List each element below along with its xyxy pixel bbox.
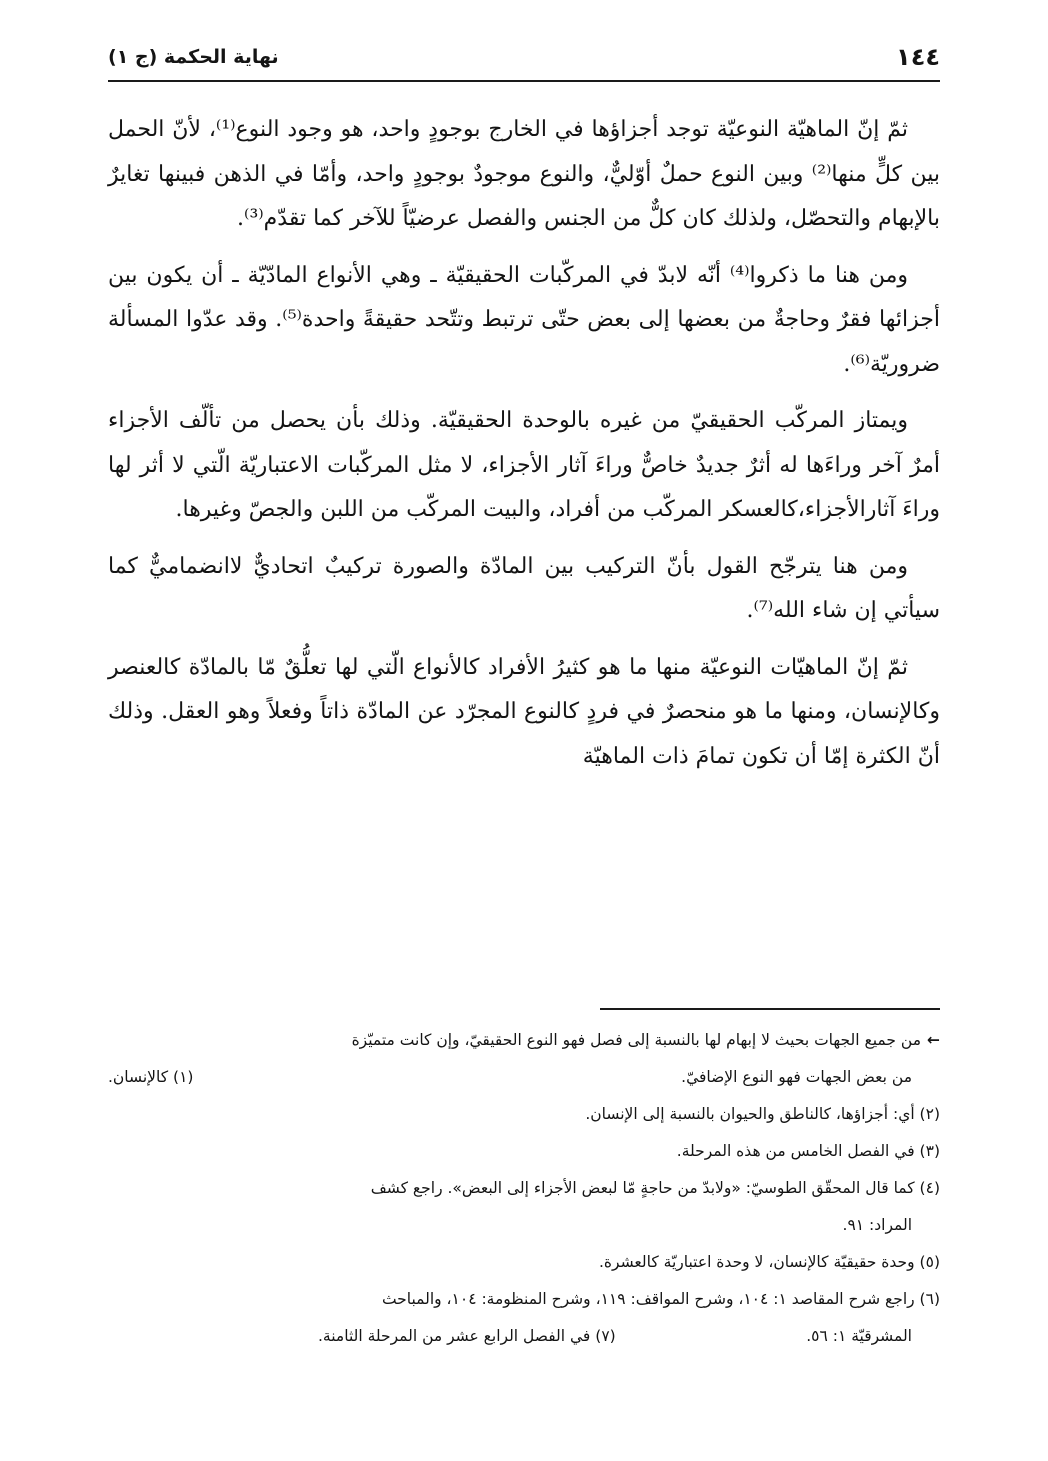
footnote-6-continuation: المشرقيّة ١: ٥٦.	[806, 1327, 912, 1345]
footnote-7: (٧) في الفصل الرابع عشر من المرحلة الثامنة.	[318, 1327, 616, 1345]
footnote-1: (١) كالإنسان.	[108, 1068, 194, 1086]
footnote-continuation	[108, 1022, 940, 1059]
paragraph-3: ويمتاز المركّب الحقيقيّ من غيره بالوحدة الحقيقيّة. وذلك بأن يحصل من تألّف الأجزاء أمرٌ آخر وراءَها له أثرٌ جديدٌ خاصٌّ وراءَ آثار الأجزاء، لا مثل المركّبات الاعتباريّة الّتي لا أثر لها وراءَ آثارالأجزاء،كالعسكر المركّب من أفراد، والبيت المركّب من اللبن والجصّ وغيرها.	[108, 408, 940, 522]
footnote-row	[108, 1059, 940, 1096]
paragraph-4: ومن هنا يترجّح القول بأنّ التركيب بين المادّة والصورة تركيبٌ اتحاديٌّ لاانضماميٌّ كما سيأتي إن شاء الله⁽⁷⁾.	[108, 553, 940, 623]
page-number: ١٤٤	[896, 43, 940, 71]
footnote-3: (٣) في الفصل الخامس من هذه المرحلة.	[676, 1142, 940, 1160]
continuation-arrow-icon: ←	[927, 1031, 940, 1049]
footnote-continuation-end: من بعض الجهات فهو النوع الإضافيّ.	[681, 1068, 912, 1086]
footnote-4: (٤) كما قال المحقّق الطوسيّ: «ولابدّ من حاجةٍ مّا لبعض الأجزاء إلى البعض». راجع كشف	[370, 1179, 940, 1197]
footnote-row	[108, 1318, 940, 1355]
running-title: نهاية الحكمة (ج ١)	[108, 46, 279, 68]
paragraph-1: ثمّ إنّ الماهيّة النوعيّة توجد أجزاؤها في الخارج بوجودٍ واحد، هو وجود النوع⁽¹⁾، لأنّ الحمل بين كلٍّ منها⁽²⁾ وبين النوع حملٌ أوّليٌّ، والنوع موجودٌ بوجودٍ واحد، وأمّا في الذهن فبينها تغايرٌ بالإبهام والتحصّل، ولذلك كان كلٌّ من الجنس والفصل عرضيّاً للآخر كما تقدّم⁽³⁾.	[108, 117, 940, 231]
footnote-separator	[600, 1008, 940, 1010]
footnotes	[108, 1022, 940, 1355]
header-rule	[108, 80, 940, 82]
footnote-5: (٥) وحدة حقيقيّة كالإنسان، لا وحدة اعتباريّة كالعشرة.	[598, 1253, 940, 1271]
main-text	[108, 108, 940, 791]
footnote-2: (٢) أي: أجزاؤها، كالناطق والحيوان بالنسبة إلى الإنسان.	[585, 1105, 940, 1123]
footnote-4-continuation: المراد: ٩١.	[842, 1216, 912, 1234]
footnote-6: (٦) راجع شرح المقاصد ١: ١٠٤، وشرح المواقف: ١١٩، وشرح المنظومة: ١٠٤، والمباحث	[381, 1290, 940, 1308]
paragraph-5: ثمّ إنّ الماهيّات النوعيّة منها ما هو كثيرُ الأفراد كالأنواع الّتي لها تعلُّقٌ مّا بالمادّة كالعنصر وكالإنسان، ومنها ما هو منحصرٌ في فردٍ كالنوع المجرّد عن المادّة ذاتاً وفعلاً وهو العقل. وذلك أنّ الكثرة إمّا أن تكون تمامَ ذات الماهيّة	[108, 654, 940, 769]
paragraph-2: ومن هنا ما ذكروا⁽⁴⁾ أنّه لابدّ في المركّبات الحقيقيّة ـ وهي الأنواع المادّيّة ـ أن يكون بين أجزائها فقرٌ وحاجةٌ من بعضها إلى بعض حتّى ترتبط وتتّحد حقيقةً واحدة⁽⁵⁾. وقد عدّوا المسألة ضروريّة⁽⁶⁾.	[108, 262, 940, 377]
page-header	[108, 40, 940, 80]
footnote-continuation-text: من جميع الجهات بحيث لا إبهام لها بالنسبة إلى فصل فهو النوع الحقيقيّ، وإن كانت متميّزة	[351, 1031, 921, 1049]
